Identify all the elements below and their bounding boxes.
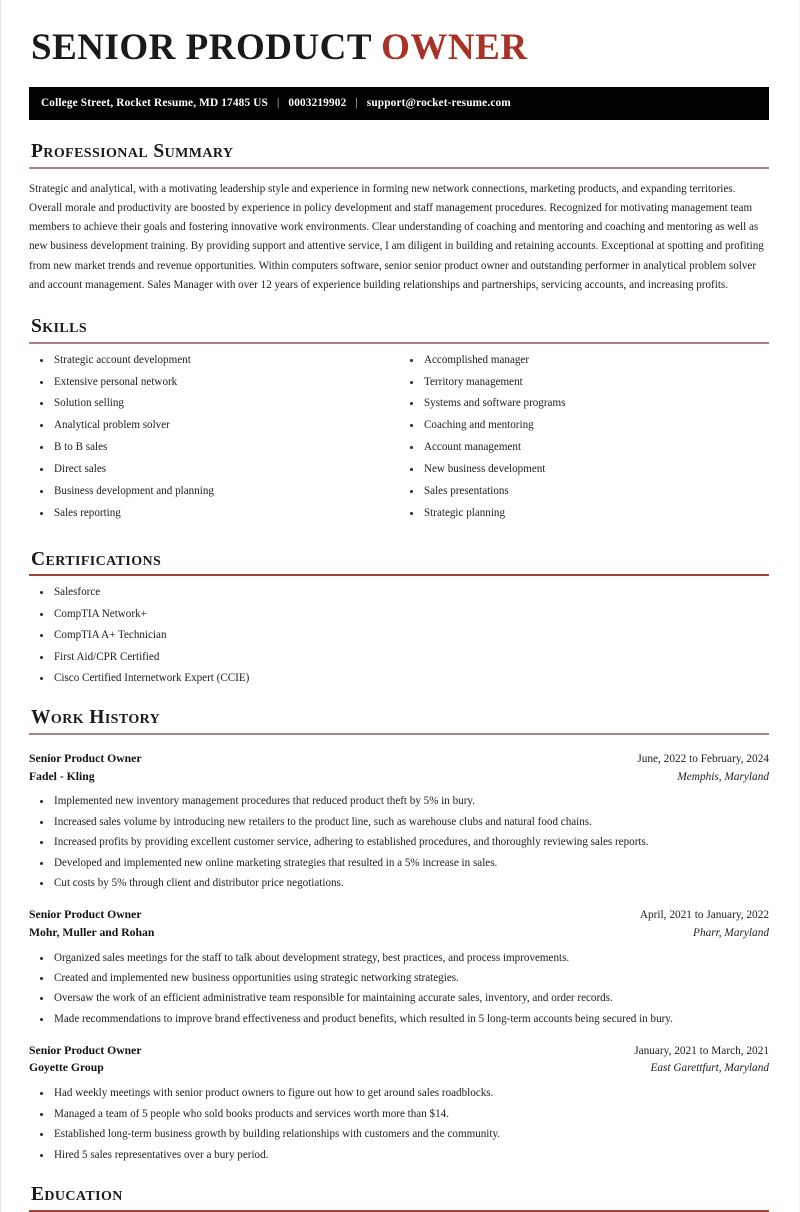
job-bullets	[29, 1086, 769, 1162]
list-item: Sales reporting	[29, 506, 399, 521]
job-bullets	[29, 794, 769, 890]
list-item: Established long-term business growth by building relationships with customers and the community.	[29, 1127, 769, 1142]
job-title: Senior Product Owner	[29, 907, 142, 921]
list-item: Strategic account development	[29, 353, 399, 368]
contact-email[interactable]: support@rocket-resume.com	[366, 97, 511, 110]
skills-columns	[29, 353, 769, 528]
section-education	[29, 1184, 769, 1212]
list-item: First Aid/CPR Certified	[29, 650, 769, 665]
section-skills	[29, 316, 769, 528]
list-item: Developed and implemented new online marketing strategies that resulted in a 5% increase in sales.	[29, 856, 769, 871]
list-item: CompTIA A+ Technician	[29, 628, 769, 643]
contact-bar	[29, 87, 769, 120]
list-item: Increased profits by providing excellent customer service, adhering to established procedures, and thoroughly reviewing sales reports.	[29, 835, 769, 850]
list-item: Sales presentations	[399, 484, 769, 499]
list-item: Analytical problem solver	[29, 418, 399, 433]
skills-column-right	[399, 353, 769, 528]
candidate-name-first: SENIOR PRODUCT	[31, 27, 382, 68]
job-company: Mohr, Muller and Rohan	[29, 925, 155, 939]
resume-header	[29, 28, 769, 120]
skills-column-left	[29, 353, 399, 528]
job-dates: April, 2021 to January, 2022	[639, 908, 769, 921]
list-item: Made recommendations to improve brand effectiveness and product benefits, which resulted in 5 long-term accounts being secured in bury.	[29, 1012, 769, 1027]
job-title-row	[29, 1042, 769, 1060]
list-item: Direct sales	[29, 462, 399, 477]
list-item: Had weekly meetings with senior product owners to figure out how to get around sales roadblocks.	[29, 1086, 769, 1101]
job-title-row	[29, 906, 769, 924]
job-title: Senior Product Owner	[29, 1043, 142, 1057]
list-item: Implemented new inventory management procedures that reduced product theft by 5% in bury.	[29, 794, 769, 809]
list-item: Business development and planning	[29, 484, 399, 499]
job-company-row	[29, 924, 769, 942]
candidate-name	[31, 28, 769, 68]
list-item: Organized sales meetings for the staff to talk about development strategy, best practices, and process improvements.	[29, 951, 769, 966]
contact-phone[interactable]: 0003219902	[288, 97, 347, 110]
list-item: Salesforce	[29, 585, 769, 600]
list-item: Hired 5 sales representatives over a bury period.	[29, 1148, 769, 1163]
list-item: CompTIA Network+	[29, 607, 769, 622]
list-item: B to B sales	[29, 440, 399, 455]
job-bullets	[29, 951, 769, 1027]
job-company: Fadel - Kling	[29, 769, 95, 783]
contact-separator-2: |	[355, 97, 358, 110]
list-item: Coaching and mentoring	[399, 418, 769, 433]
section-professional-summary	[29, 141, 769, 295]
list-item: Territory management	[399, 375, 769, 390]
skills-list-left	[29, 353, 399, 521]
job-title: Senior Product Owner	[29, 751, 142, 765]
list-item: Created and implemented new business opportunities using strategic networking strategies.	[29, 971, 769, 986]
certifications-list	[29, 585, 769, 685]
candidate-name-last: OWNER	[381, 27, 528, 68]
section-title-certifications: Certifications	[31, 548, 162, 570]
job-dates: January, 2021 to March, 2021	[634, 1044, 769, 1057]
contact-separator-1: |	[276, 97, 280, 110]
contact-address: College Street, Rocket Resume, MD 17485 US	[41, 97, 268, 110]
list-item: Cisco Certified Internetwork Expert (CCIE)	[29, 671, 769, 686]
list-item: Account management	[399, 440, 769, 455]
section-rule-certifications	[29, 574, 769, 576]
list-item: Managed a team of 5 people who sold books products and services worth more than $14.	[29, 1107, 769, 1122]
job-location: Memphis, Maryland	[677, 770, 769, 783]
job-location: Pharr, Maryland	[693, 926, 769, 939]
list-item: Oversaw the work of an efficient administrative team responsible for maintaining accurate sales, inventory, and order records.	[29, 991, 769, 1006]
section-title-skills: Skills	[31, 315, 88, 337]
list-item: Accomplished manager	[399, 353, 769, 368]
skills-list-right	[399, 353, 769, 521]
job-title-row	[29, 750, 769, 768]
list-item: Increased sales volume by introducing new retailers to the product line, such as warehouse clubs and natural food chains.	[29, 815, 769, 830]
section-rule-work-history	[29, 733, 769, 735]
job-dates: June, 2022 to February, 2024	[637, 752, 769, 765]
professional-summary-text: Strategic and analytical, with a motivating leadership style and experience in forming new network connections, marketing products, and expanding territories. Overall morale and productivity are boosted by experience in policy development and staff management procedures. Recognized for motivating management team members to achieve their goals and fostering innovative work environments. Clear understanding of coaching and mentoring and coaching and mentoring as well as new business development training. By providing support and attentive service, I am diligent in building and retaining accounts. Exceptional at spotting and profiting from new market trends and revenue opportunities. Within computers software, senior senior product owner and outstanding performer in analytical problem solver and account management. Sales Manager with over 12 years of experience building relationships and partnerships, servicing accounts, and increasing profits.	[29, 182, 764, 291]
work-history-entry	[29, 750, 769, 891]
section-rule-skills	[29, 342, 769, 344]
section-rule-professional-summary	[29, 167, 769, 169]
list-item: New business development	[399, 462, 769, 477]
section-title-education: Education	[31, 1184, 123, 1206]
section-certifications	[29, 549, 769, 686]
job-location: East Garettfurt, Maryland	[650, 1062, 769, 1075]
list-item: Solution selling	[29, 396, 399, 411]
section-title-professional-summary: Professional Summary	[31, 140, 234, 162]
list-item: Cut costs by 5% through client and distributor price negotiations.	[29, 876, 769, 891]
work-history-entry	[29, 1042, 769, 1163]
section-title-work-history: Work History	[31, 706, 161, 728]
job-company-row	[29, 1059, 769, 1077]
list-item: Systems and software programs	[399, 396, 769, 411]
list-item: Strategic planning	[399, 506, 769, 521]
job-company-row	[29, 768, 769, 786]
section-work-history	[29, 707, 769, 1163]
job-company: Goyette Group	[29, 1061, 104, 1075]
list-item: Extensive personal network	[29, 375, 399, 390]
work-history-entry	[29, 906, 769, 1027]
